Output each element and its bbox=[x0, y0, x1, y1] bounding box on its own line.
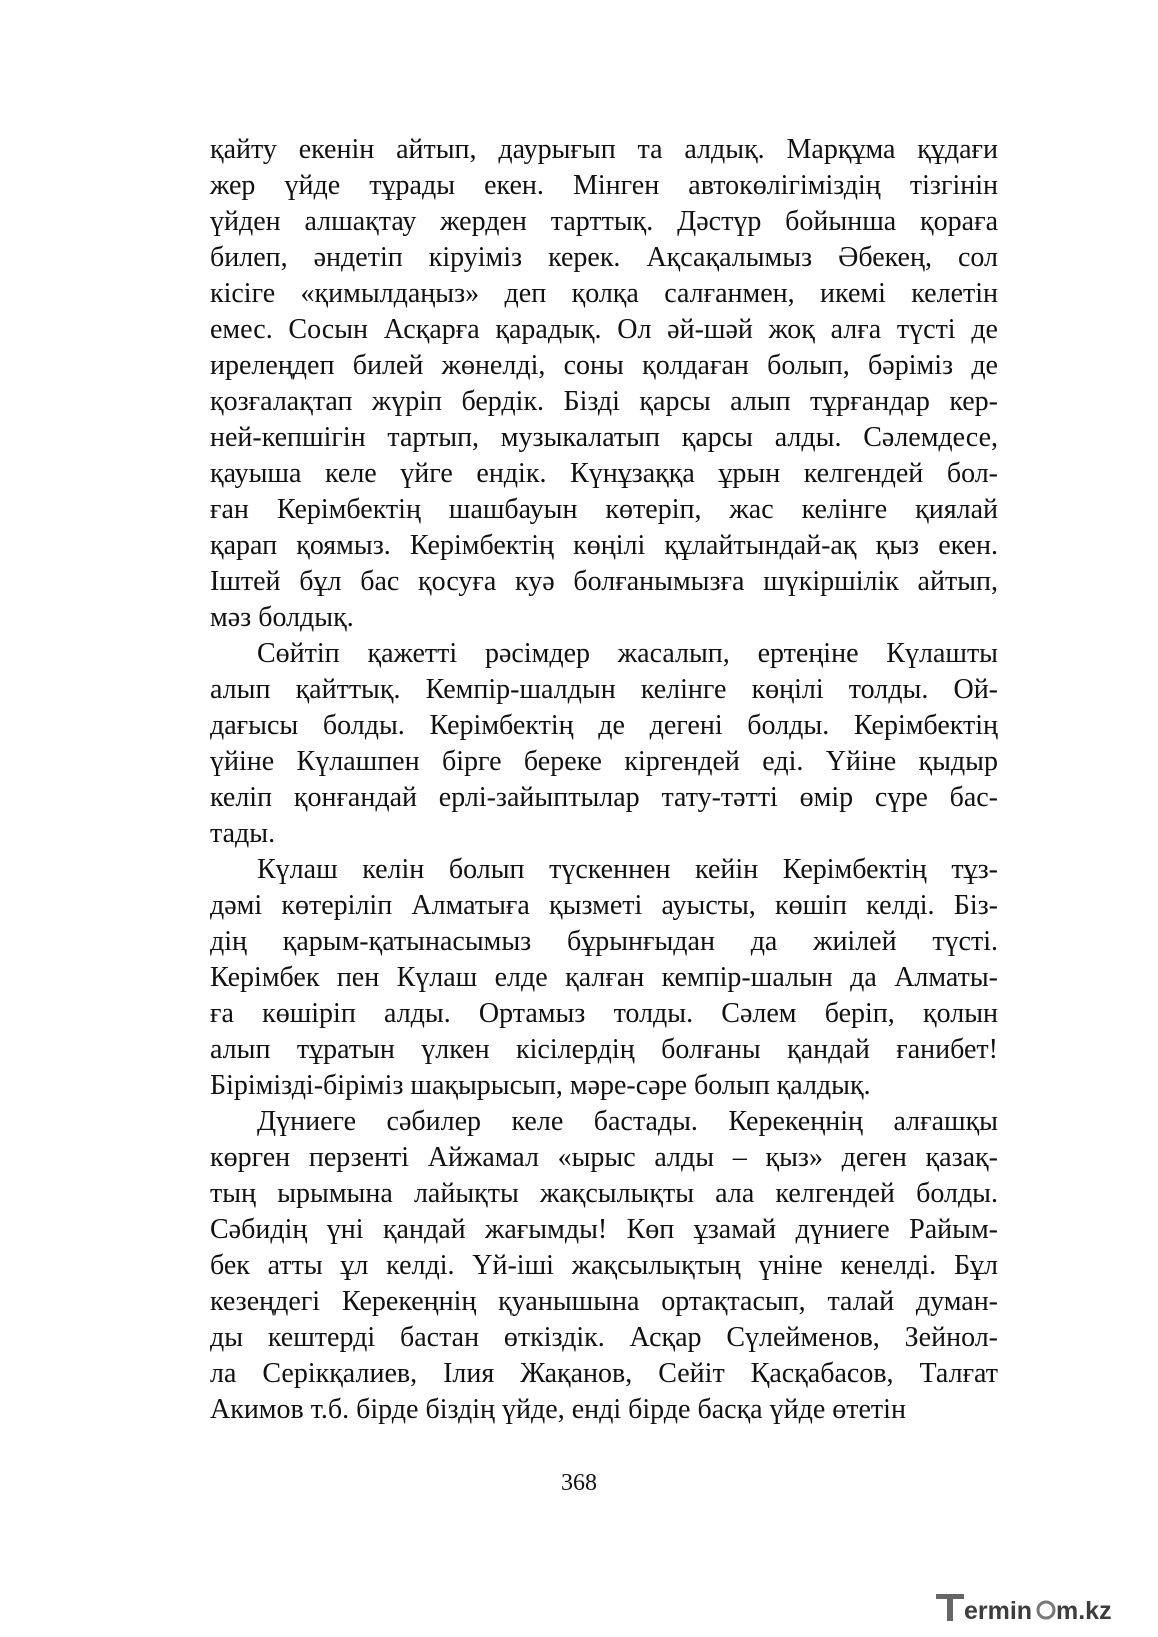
text-line: кезеңдегі Керекеңнің қуанышына ортақтасып, талай думан- bbox=[210, 1286, 998, 1317]
text-line: ирелеңдеп билей жөнелді, соны қолдаған болып, бәріміз де bbox=[210, 350, 998, 381]
text-line: дің қарым-қатынасымыз бұрынғыдан да жиілей түсті. bbox=[210, 926, 998, 957]
text-line: Сәбидің үні қандай жағымды! Көп ұзамай дүниеге Райым- bbox=[210, 1214, 998, 1245]
text-line: жер үйде тұрады екен. Мінген автокөлігіміздің тізгінін bbox=[210, 170, 998, 201]
text-line: мәз болдық. bbox=[210, 602, 354, 633]
text-line: емес. Сосын Асқарға қарадық. Ол әй-шәй жоқ алға түсті де bbox=[210, 314, 998, 345]
text-line: Іштей бұл бас қосуға куә болғанымызға шүкіршілік айтып, bbox=[210, 566, 998, 597]
svg-text:m.kz: m.kz bbox=[1056, 1597, 1112, 1625]
text-line: ған Керімбектің шашбауын көтеріп, жас келінге қиялай bbox=[210, 494, 998, 525]
text-line: Бірімізді-біріміз шақырысып, мәре-сәре болып қалдық. bbox=[210, 1070, 871, 1101]
text-line: бек атты ұл келді. Үй-іші жақсылықтың үніне кенелді. Бұл bbox=[210, 1250, 998, 1281]
text-line: ла Серікқалиев, Ілия Жақанов, Сейіт Қасқабасов, Талғат bbox=[210, 1358, 998, 1389]
text-line: үйден алшақтау жерден тарттық. Дәстүр бойынша қораға bbox=[210, 206, 998, 237]
site-logo bbox=[930, 1585, 1130, 1627]
text-line: ға көшіріп алды. Ортамыз толды. Сәлем беріп, қолын bbox=[210, 998, 998, 1029]
text-line: тады. bbox=[210, 818, 276, 849]
text-line: қозғалақтап жүріп бердік. Бізді қарсы алып тұрғандар кер- bbox=[210, 386, 998, 417]
text-line: алып тұратын үлкен кісілердің болғаны қандай ғанибет! bbox=[210, 1034, 998, 1065]
text-line: келіп қонғандай ерлі-зайыптылар тату-тәтті өмір сүре бас- bbox=[210, 782, 998, 813]
text-line: тың ырымына лайықты жақсылықты ала келгендей болды. bbox=[210, 1178, 998, 1209]
text-line: Дүниеге сәбилер келе бастады. Керекеңнің алғашқы bbox=[257, 1106, 998, 1137]
text-line: алып қайттық. Кемпір-шалдын келінге көңілі толды. Ой- bbox=[210, 674, 998, 705]
text-line: Күлаш келін болып түскеннен кейін Керімбектің тұз- bbox=[257, 854, 998, 885]
text-line: ды кештерді бастан өткіздік. Асқар Сүлейменов, Зейнол- bbox=[210, 1322, 998, 1353]
page-text bbox=[210, 132, 998, 1428]
svg-text:ermin: ermin bbox=[964, 1597, 1033, 1625]
text-line: кісіге «қимылдаңыз» деп қолқа салғанмен, икемі келетін bbox=[210, 278, 998, 309]
text-line: ней-кепшігін тартып, музыкалатып қарсы алды. Сәлемдесе, bbox=[210, 422, 998, 453]
text-line: қарап қоямыз. Керімбектің көңілі құлайтындай-ақ қыз екен. bbox=[210, 530, 998, 561]
text-line: көрген перзенті Айжамал «ырыс алды – қыз» деген қазақ- bbox=[210, 1142, 998, 1173]
text-line: қайту екенін айтып, даурығып та алдық. Марқұма құдағи bbox=[210, 134, 998, 165]
text-line: билеп, әндетіп кіруіміз керек. Ақсақалымыз Әбекең, сол bbox=[210, 242, 998, 273]
text-line: дәмі көтеріліп Алматыға қызметі ауысты, көшіп келді. Біз- bbox=[210, 890, 998, 921]
text-line: дағысы болды. Керімбектің де дегені болды. Керімбектің bbox=[210, 710, 998, 741]
text-line: Сөйтіп қажетті рәсімдер жасалып, ертеңіне Күлашты bbox=[257, 638, 998, 669]
text-line: үйіне Күлашпен бірге береке кіргендей еді. Үйіне қыдыр bbox=[210, 746, 998, 777]
page-number: 368 bbox=[561, 1470, 597, 1496]
text-line: Акимов т.б. бірде біздің үйде, енді бірде басқа үйде өтетін bbox=[210, 1394, 906, 1425]
text-line: қауыша келе үйге ендік. Күнұзаққа ұрын келгендей бол- bbox=[210, 458, 998, 489]
text-line: Керімбек пен Күлаш елде қалған кемпір-шалын да Алматы- bbox=[210, 962, 998, 993]
